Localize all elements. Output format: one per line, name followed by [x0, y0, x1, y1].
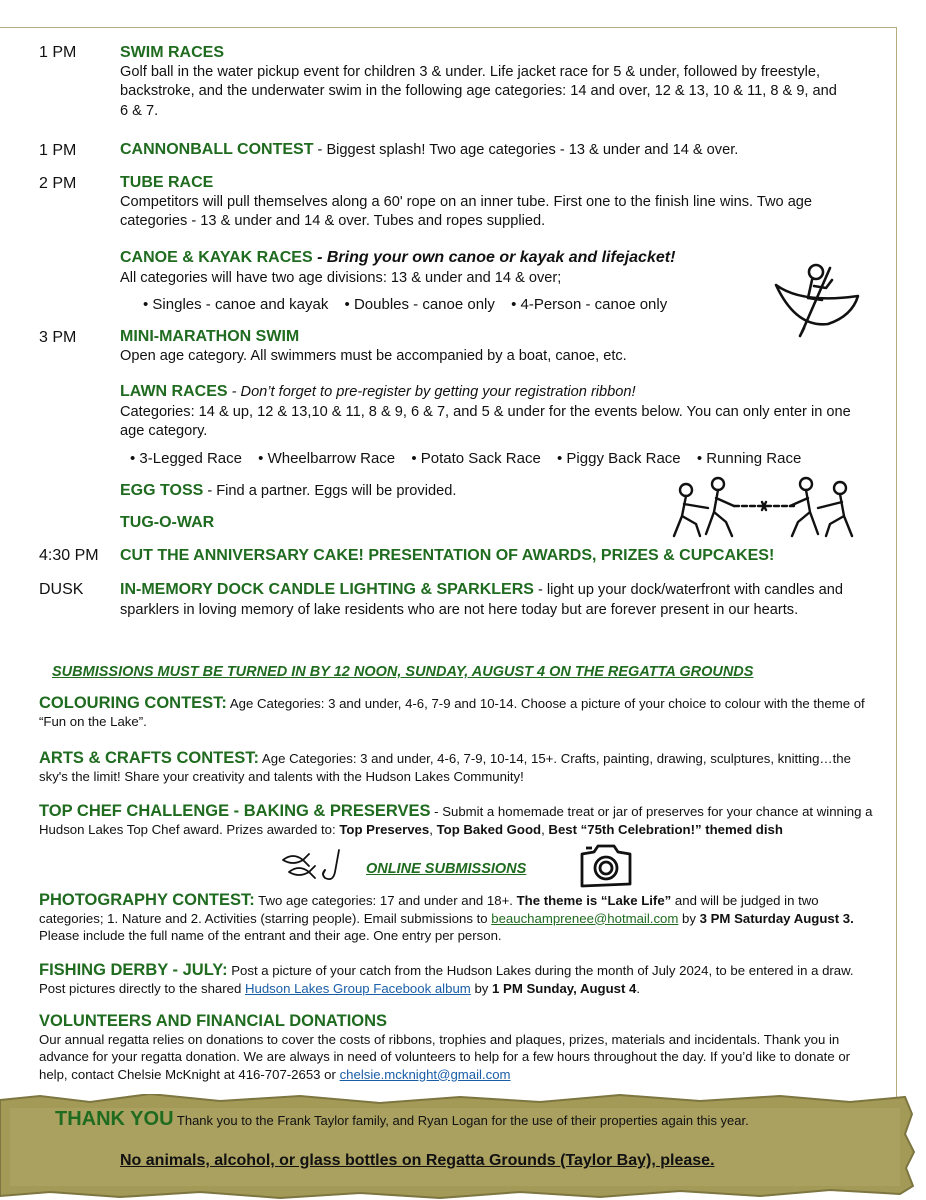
- event-description: Competitors will pull themselves along a 60' rope on an inner tube. First one to the finish line wins. Two age categories - 13 & under and 14 & over. Tubes and ropes supplied.: [120, 193, 813, 229]
- separator: ,: [541, 821, 549, 837]
- fish-hook-icon: [279, 848, 347, 884]
- photo-theme: The theme is “Lake Life”: [516, 893, 672, 908]
- prize-top-baked-good: Top Baked Good: [436, 821, 542, 837]
- event-description: - Biggest splash! Two age categories - 13 & under and 14 & over.: [313, 142, 739, 158]
- section-text: and will be judged in two categories; 1. Nature and 2. Activities (starring people). Email submissions to: [39, 893, 819, 926]
- prize-themed-dish: Best “75th Celebration!” themed dish: [548, 821, 783, 837]
- event-swim-races: [120, 43, 840, 121]
- lawn-race-list: [130, 450, 813, 467]
- section-text: Age Categories: 3 and under, 4-6, 7-9 and 10-14. Choose a picture of your choice to colour with the theme of “Fun on the Lake”.: [39, 696, 865, 729]
- section-text: - Submit a homemade treat or jar of preserves for your chance at winning a Hudson Lakes Top Chef award. Prizes awarded to:: [39, 804, 873, 837]
- event-lawn-races: [120, 382, 875, 442]
- fishing-deadline: 1 PM Sunday, August 4: [492, 980, 637, 996]
- grounds-rules: [120, 1152, 715, 1170]
- colouring-contest: [39, 695, 879, 730]
- event-title: CUT THE ANNIVERSARY CAKE! PRESENTATION OF AWARDS, PRIZES & CUPCAKES!: [120, 547, 775, 564]
- event-title: SWIM RACES: [120, 44, 224, 61]
- section-text: Please include the full name of the entrant and their age. One entry per person.: [39, 928, 502, 943]
- section-title: VOLUNTEERS AND FINANCIAL DONATIONS: [39, 1012, 388, 1030]
- photography-contest: [39, 892, 879, 945]
- section-text: Age Categories: 3 and under, 4-6, 7-9, 10-14, 15+. Crafts, painting, drawing, sculptures, knitting…the sky's the limit! Share your creativity and talents with the Hudson Lakes Community!: [39, 751, 851, 784]
- event-cannonball: [120, 140, 880, 161]
- facebook-album-link[interactable]: Hudson Lakes Group Facebook album: [244, 980, 471, 996]
- time-label: 2 PM: [39, 175, 77, 192]
- thank-you-text: Thank you to the Frank Taylor family, and Ryan Logan for the use of their properties again this year.: [173, 1113, 749, 1128]
- event-description: Categories: 14 & up, 12 & 13,10 & 11, 8 & 9, 6 & 7, and 5 & under for the events below. You can only enter in one age category.: [120, 403, 851, 439]
- section-title: FISHING DERBY - JULY:: [39, 961, 228, 979]
- event-title: CANOE & KAYAK RACES: [120, 249, 313, 266]
- event-description: - light up your dock/waterfront with candles and sparklers in loving memory of lake residents who are not here today but are forever present in our hearts.: [120, 582, 844, 618]
- section-title: TOP CHEF CHALLENGE - BAKING & PRESERVES: [39, 802, 431, 820]
- event-tube-race: [120, 173, 820, 232]
- list-item: • Piggy Back Race: [557, 450, 681, 467]
- event-title: IN-MEMORY DOCK CANDLE LIGHTING & SPARKLERS: [120, 581, 534, 598]
- event-title: EGG TOSS: [120, 482, 204, 499]
- event-tug-o-war: [120, 513, 420, 534]
- section-text: Our annual regatta relies on donations to cover the costs of ribbons, trophies and plaques, prizes, materials and incidentals. Thank you in advance for your regatta donation. We are always in need of volunteers to help for a few hours throughout the day. If you’d like to donate or help, contact Chelsie McKnight at 416-707-2653 or: [39, 1031, 851, 1082]
- arts-crafts-contest: [39, 750, 879, 785]
- time-label: 4:30 PM: [39, 547, 99, 564]
- rules-text: No animals, alcohol, or glass bottles on Regatta Grounds (Taylor Bay), please: [120, 1152, 711, 1169]
- event-subtitle: - Don’t forget to pre-register by getting your registration ribbon!: [227, 384, 636, 400]
- page-frame-right: [896, 27, 897, 1102]
- list-item: • Doubles - canoe only: [344, 296, 495, 313]
- event-candle-lighting: [120, 580, 865, 620]
- event-description: Open age category. All swimmers must be accompanied by a boat, canoe, etc.: [120, 347, 627, 364]
- event-egg-toss: [120, 481, 620, 502]
- event-title: CANNONBALL CONTEST: [120, 141, 314, 158]
- list-item: • Potato Sack Race: [411, 450, 541, 467]
- time-label: 1 PM: [39, 142, 77, 159]
- event-canoe-kayak: [120, 248, 780, 288]
- submissions-heading: SUBMISSIONS MUST BE TURNED IN BY 12 NOON, SUNDAY, AUGUST 4 ON THE REGATTA GROUNDS: [52, 664, 754, 680]
- section-text: .: [636, 980, 641, 996]
- event-awards: [120, 546, 774, 567]
- separator: ,: [429, 821, 437, 837]
- event-title: MINI-MARATHON SWIM: [120, 328, 300, 345]
- time-label: 3 PM: [39, 329, 77, 346]
- online-submissions-heading: ONLINE SUBMISSIONS: [366, 861, 527, 877]
- event-description: All categories will have two age divisions: 13 & under and 14 & over;: [120, 269, 562, 286]
- list-item: • Singles - canoe and kayak: [143, 296, 329, 313]
- thank-you-title: THANK YOU: [55, 1108, 174, 1130]
- section-title: ARTS & CRAFTS CONTEST:: [39, 749, 259, 767]
- event-title: LAWN RACES: [120, 383, 228, 400]
- event-description: Golf ball in the water pickup event for children 3 & under. Life jacket race for 5 & under, followed by freestyle, backstroke, and the underwater swim in the following age categories: 14 and over, 12 & 13, 10 & 11, 8 & 9, and 6 & 7.: [120, 63, 837, 119]
- prize-top-preserves: Top Preserves: [339, 821, 430, 837]
- section-title: PHOTOGRAPHY CONTEST:: [39, 891, 255, 909]
- section-text: by: [470, 980, 493, 996]
- event-title: TUG-O-WAR: [120, 514, 215, 531]
- list-item: • Wheelbarrow Race: [258, 450, 396, 467]
- section-text: Post a picture of your catch from the Hudson Lakes during the month of July 2024, to be entered in a draw. Post pictures directly to the shared: [39, 963, 854, 996]
- list-item: • Running Race: [696, 450, 802, 467]
- photo-deadline: 3 PM Saturday August 3.: [699, 910, 854, 926]
- donation-email-link[interactable]: chelsie.mcknight@gmail.com: [339, 1066, 511, 1082]
- fishing-derby: [39, 962, 879, 997]
- event-title: TUBE RACE: [120, 174, 214, 191]
- time-label: 1 PM: [39, 44, 77, 61]
- photo-email-link[interactable]: beauchamprenee@hotmail.com: [491, 910, 679, 926]
- camera-icon: [578, 842, 634, 890]
- canoe-categories: [143, 296, 679, 313]
- top-chef-challenge: [39, 803, 879, 838]
- event-subtitle: - Bring your own canoe or kayak and lifejacket!: [312, 249, 676, 266]
- thank-you-line: [55, 1108, 749, 1131]
- tug-of-war-icon: [670, 474, 860, 540]
- event-description: - Find a partner. Eggs will be provided.: [203, 483, 457, 499]
- page-frame-top: [0, 27, 897, 28]
- time-label: DUSK: [39, 581, 84, 598]
- section-title: COLOURING CONTEST:: [39, 694, 227, 712]
- list-item: • 3-Legged Race: [130, 450, 242, 467]
- volunteers-donations: [39, 1013, 879, 1083]
- event-mini-marathon: [120, 327, 840, 366]
- rules-end: .: [710, 1152, 715, 1169]
- section-text: by: [678, 910, 700, 926]
- section-text: Two age categories: 17 and under and 18+.: [254, 893, 517, 908]
- list-item: • 4-Person - canoe only: [511, 296, 668, 313]
